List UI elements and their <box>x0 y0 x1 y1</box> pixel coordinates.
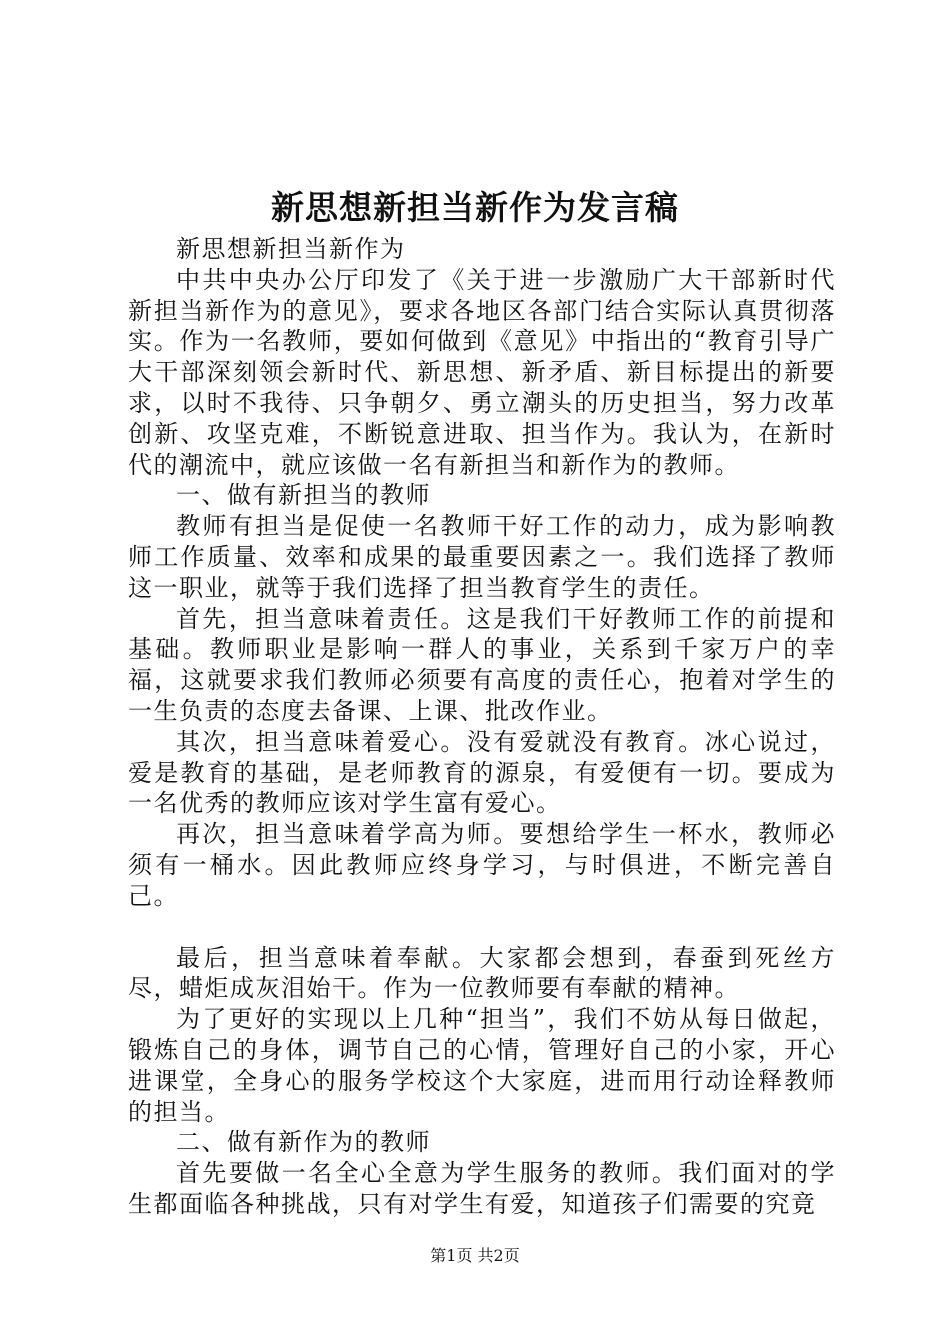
body-paragraph: 最后，担当意味着奉献。大家都会想到，春蚕到死丝方尽，蜡炬成灰泪始干。作为一位教师要有奉献的精神。 <box>128 943 836 1003</box>
document-title: 新思想新担当新作为发言稿 <box>271 188 679 227</box>
body-paragraph: 首先，担当意味着责任。这是我们干好教师工作的前提和基础。教师职业是影响一群人的事业，关系到千家万户的幸福，这就要求我们教师必须要有高度的责任心，抱着对学生的一生负责的态度去备课、上课、批改作业。 <box>128 604 836 725</box>
body-paragraph: 为了更好的实现以上几种“担当”，我们不妨从每日做起，锻炼自己的身体，调节自己的心情，管理好自己的小家，开心进课堂，全身心的服务学校这个大家庭，进而用行动诠释教师的担当。 <box>128 1005 836 1126</box>
body-paragraph: 再次，担当意味着学高为师。要想给学生一杯水，教师必须有一桶水。因此教师应终身学习，与时俱进，不断完善自己。 <box>128 820 836 910</box>
body-paragraph: 教师有担当是促使一名教师干好工作的动力，成为影响教师工作质量、效率和成果的最重要因素之一。我们选择了教师这一职业，就等于我们选择了担当教育学生的责任。 <box>128 512 836 602</box>
document-body <box>128 234 836 1220</box>
body-paragraph: 其次，担当意味着爱心。没有爱就没有教育。冰心说过，爱是教育的基础，是老师教育的源泉，有爱便有一切。要成为一名优秀的教师应该对学生富有爱心。 <box>128 727 836 818</box>
section-heading: 二、做有新作为的教师 <box>176 1128 431 1157</box>
body-paragraph: 中共中央办公厅印发了《关于进一步激励广大干部新时代新担当新作为的意见》，要求各地区各部门结合实际认真贯彻落实。作为一名教师，要如何做到《意见》中指出的“教育引导广大干部深刻领会新时代、新思想、新矛盾、新目标提出的新要求，以时不我待、只争朝夕、勇立潮头的历史担当，努力改革创新、攻坚克难，不断锐意进取、担当作为。我认为，在新时代的潮流中，就应该做一名有新担当和新作为的教师。 <box>128 265 836 479</box>
page-footer: 第1页 共2页 <box>430 1246 520 1265</box>
body-paragraph: 首先要做一名全心全意为学生服务的教师。我们面对的学生都面临各种挑战，只有对学生有爱，知道孩子们需要的究竟 <box>128 1159 836 1218</box>
subtitle-paragraph: 新思想新担当新作为 <box>176 235 406 263</box>
section-heading: 一、做有新担当的教师 <box>176 481 431 510</box>
